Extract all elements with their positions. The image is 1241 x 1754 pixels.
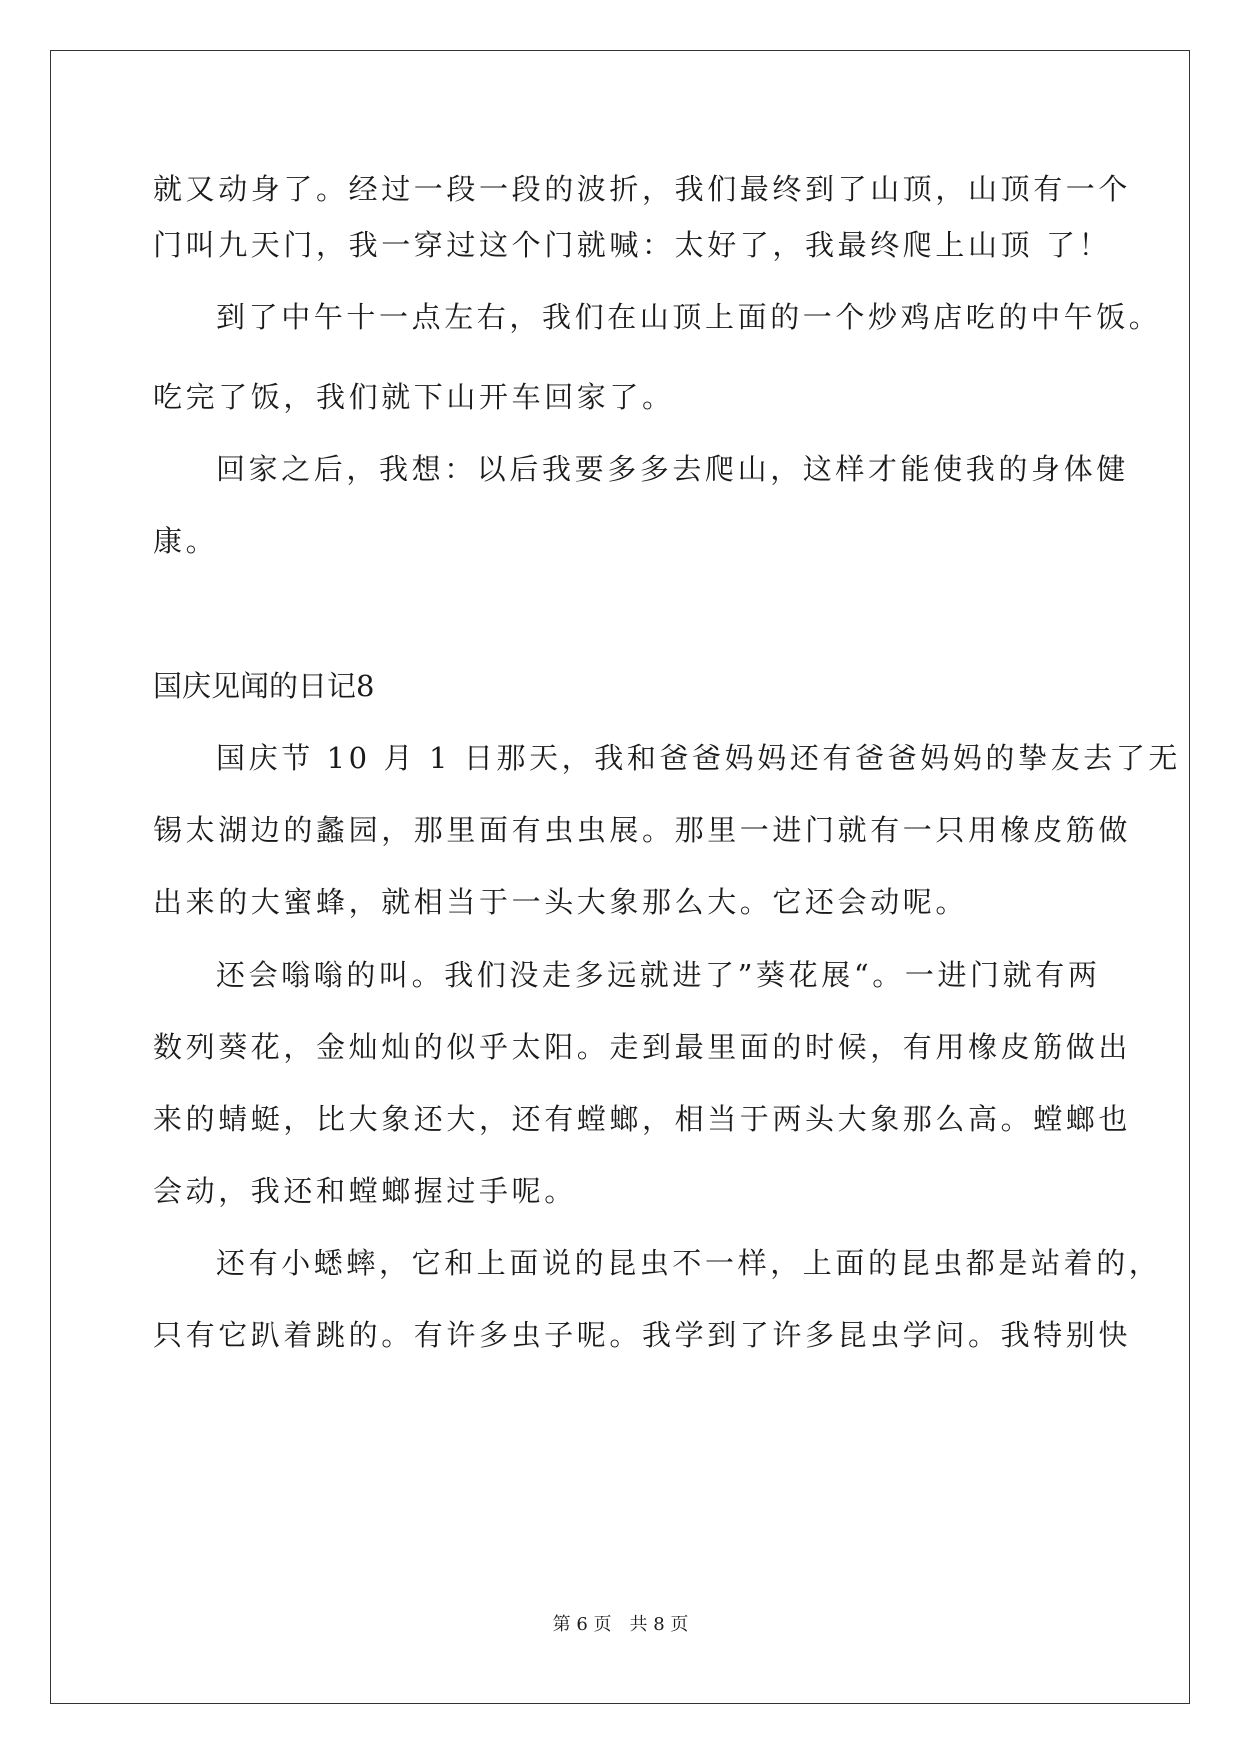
text-line: 就又动身了。经过一段一段的波折，我们最终到了山顶，山顶有一个 — [153, 172, 1132, 206]
text-line: 还有小蟋蟀，它和上面说的昆虫不一样，上面的昆虫都是站着的， — [216, 1246, 1162, 1280]
text-line: 会动，我还和螳螂握过手呢。 — [153, 1174, 577, 1208]
text-line: 数列葵花，金灿灿的似乎太阳。走到最里面的时候，有用橡皮筋做出 — [153, 1030, 1132, 1064]
section-title: 国庆见闻的日记8 — [153, 669, 375, 703]
text-line: 锡太湖边的蠡园，那里面有虫虫展。那里一进门就有一只用橡皮筋做 — [153, 813, 1132, 847]
text-line: 到了中午十一点左右，我们在山顶上面的一个炒鸡店吃的中午饭。 — [216, 300, 1162, 334]
text-line: 只有它趴着跳的。有许多虫子呢。我学到了许多昆虫学问。我特别快 — [153, 1318, 1132, 1352]
text-line: 国庆节 10 月 1 日那天，我和爸爸妈妈还有爸爸妈妈的挚友去了无 — [216, 741, 1182, 775]
page-number: 第 6 页 共 8 页 — [552, 1614, 689, 1635]
text-line: 还会嗡嗡的叫。我们没走多远就进了”葵花展“。一进门就有两 — [216, 958, 1101, 992]
text-line: 来的蜻蜓，比大象还大，还有螳螂，相当于两头大象那么高。螳螂也 — [153, 1102, 1132, 1136]
text-line: 门叫九天门，我一穿过这个门就喊：太好了，我最终爬上山顶 了！ — [153, 228, 1112, 262]
text-line: 康。 — [153, 524, 219, 558]
text-line: 出来的大蜜蜂，就相当于一头大象那么大。它还会动呢。 — [153, 885, 969, 919]
text-line: 回家之后，我想：以后我要多多去爬山，这样才能使我的身体健 — [216, 452, 1129, 486]
text-line: 吃完了饭，我们就下山开车回家了。 — [153, 380, 675, 414]
